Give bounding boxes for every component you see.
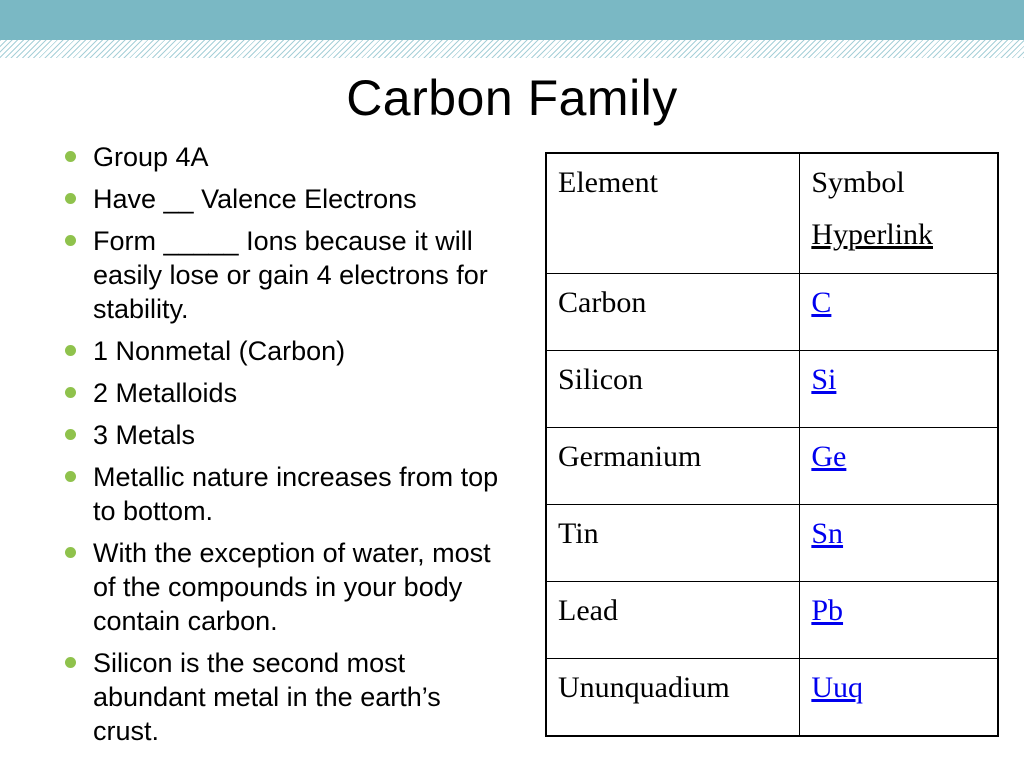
bullet-item bbox=[62, 646, 512, 748]
bullet-text: 1 Nonmetal (Carbon) bbox=[93, 336, 346, 366]
symbol-link-carbon[interactable]: C bbox=[811, 286, 832, 319]
symbol-cell bbox=[800, 274, 998, 351]
bullet-text: Form _____ Ions because it will easily lose or gain 4 electrons for stability. bbox=[93, 226, 496, 324]
round-bullet-icon bbox=[65, 345, 76, 356]
symbol-link-lead[interactable]: Pb bbox=[811, 594, 844, 627]
element-name-cell: Germanium bbox=[546, 428, 800, 505]
round-bullet-icon bbox=[65, 235, 76, 246]
element-table bbox=[545, 152, 999, 737]
table-header-row bbox=[546, 153, 998, 274]
bullet-item bbox=[62, 334, 512, 368]
bullet-text: Group 4A bbox=[93, 142, 209, 172]
bullet-text: 3 Metals bbox=[93, 420, 196, 450]
bullet-item bbox=[62, 460, 512, 528]
bullet-list bbox=[62, 140, 512, 756]
symbol-cell bbox=[800, 351, 998, 428]
symbol-cell bbox=[800, 582, 998, 659]
table-row bbox=[546, 351, 998, 428]
round-bullet-icon bbox=[65, 429, 76, 440]
header-symbol-cell bbox=[800, 153, 998, 274]
element-name-cell: Ununquadium bbox=[546, 659, 800, 737]
table-row bbox=[546, 659, 998, 737]
symbol-cell bbox=[800, 505, 998, 582]
symbol-link-germanium[interactable]: Ge bbox=[811, 440, 847, 473]
table-row bbox=[546, 505, 998, 582]
element-name-cell: Tin bbox=[546, 505, 800, 582]
round-bullet-icon bbox=[65, 387, 76, 398]
top-banner-hatch bbox=[0, 40, 1024, 58]
round-bullet-icon bbox=[65, 657, 76, 668]
bullet-text: 2 Metalloids bbox=[93, 378, 238, 408]
symbol-link-ununquadium[interactable]: Uuq bbox=[811, 671, 864, 704]
round-bullet-icon bbox=[65, 151, 76, 162]
bullet-item bbox=[62, 536, 512, 638]
bullet-item bbox=[62, 182, 512, 216]
symbol-cell bbox=[800, 428, 998, 505]
slide-title: Carbon Family bbox=[346, 70, 678, 126]
header-element-cell bbox=[546, 153, 800, 274]
table-row bbox=[546, 274, 998, 351]
symbol-link-tin[interactable]: Sn bbox=[811, 517, 844, 550]
element-name-cell: Carbon bbox=[546, 274, 800, 351]
header-hyperlink-label: Hyperlink bbox=[811, 218, 933, 251]
round-bullet-icon bbox=[65, 547, 76, 558]
header-symbol-label: Symbol bbox=[811, 166, 905, 199]
bullet-item bbox=[62, 418, 512, 452]
round-bullet-icon bbox=[65, 471, 76, 482]
bullet-item bbox=[62, 224, 512, 326]
symbol-cell bbox=[800, 659, 998, 737]
bullet-item bbox=[62, 376, 512, 410]
symbol-link-silicon[interactable]: Si bbox=[811, 363, 837, 396]
bullet-text: Silicon is the second most abundant metal in the earth’s crust. bbox=[93, 648, 449, 746]
round-bullet-icon bbox=[65, 193, 76, 204]
element-name-cell: Silicon bbox=[546, 351, 800, 428]
table-row bbox=[546, 428, 998, 505]
top-banner bbox=[0, 0, 1024, 40]
table-row bbox=[546, 582, 998, 659]
bullet-text: Metallic nature increases from top to bottom. bbox=[93, 462, 506, 526]
bullet-item bbox=[62, 140, 512, 174]
element-name-cell: Lead bbox=[546, 582, 800, 659]
bullet-text: Have __ Valence Electrons bbox=[93, 184, 417, 214]
header-element-label: Element bbox=[558, 166, 658, 199]
bullet-text: With the exception of water, most of the compounds in your body contain carbon. bbox=[93, 538, 499, 636]
